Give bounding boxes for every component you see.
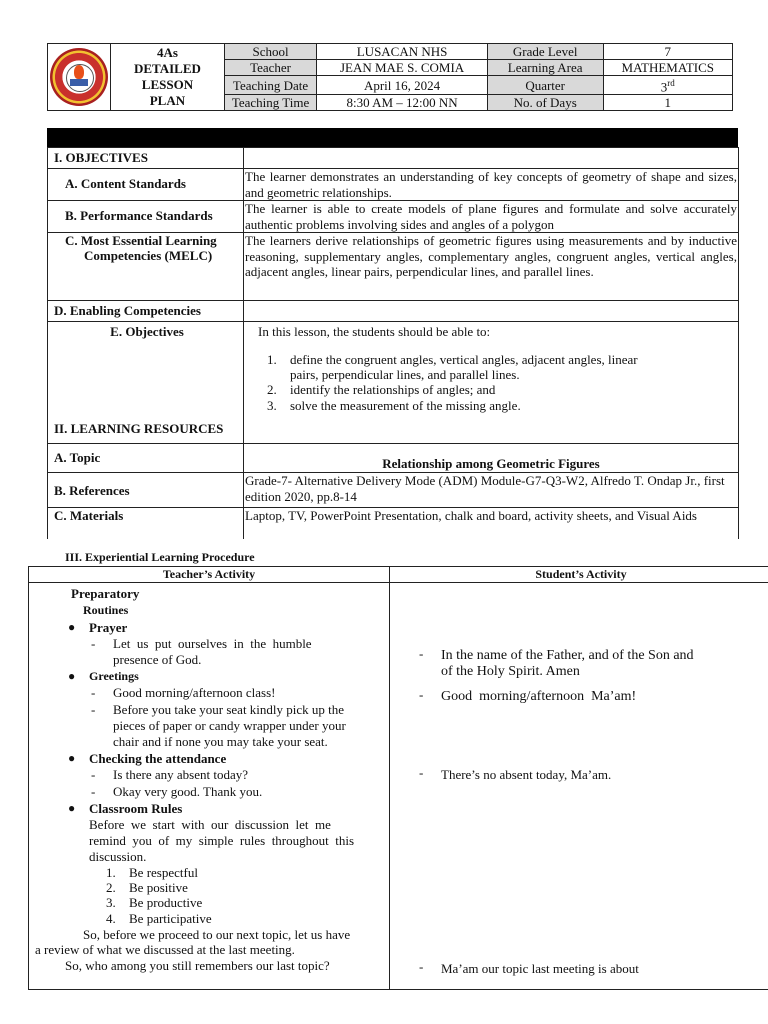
- procedure-table: [28, 566, 768, 990]
- dash-icon: -: [91, 767, 96, 782]
- content-standards-label: A. Content Standards: [48, 169, 244, 201]
- teaching-date-value: April 16, 2024: [317, 76, 487, 95]
- dash-icon: -: [91, 685, 96, 700]
- references-label: B. References: [48, 473, 244, 508]
- dash-icon: -: [419, 687, 424, 702]
- objectives-and-resources-cell: [48, 322, 244, 444]
- grade-level-label: Grade Level: [487, 44, 603, 60]
- rule-1-number: 1.: [106, 865, 116, 880]
- quarter-value: 3rd: [603, 76, 732, 95]
- attendance-line-1: Is there any absent today?: [113, 767, 249, 782]
- materials-label: C. Materials: [48, 508, 244, 539]
- grade-level-value: 7: [603, 44, 732, 60]
- bullet-icon: ●: [68, 801, 76, 815]
- dash-icon: -: [91, 636, 96, 651]
- student-activity-cell: [390, 583, 768, 990]
- melc-text: The learners derive relationships of geometric figures using measurements and by inductive reasoning, supplementary angles, complementary angles, congruent angles, vertical angles, adjacent angles, linear pairs, perpendicular lines, and parallel lines.: [244, 233, 739, 301]
- objective-1-text-cont: pairs, perpendicular lines, and parallel lines.: [290, 367, 520, 382]
- prayer-title: Prayer: [89, 620, 128, 635]
- teacher-activity-header: Teacher’s Activity: [29, 567, 390, 583]
- teaching-time-label: Teaching Time: [224, 95, 317, 111]
- rules-intro-1: Before we start with our discussion let me: [89, 817, 331, 832]
- topic-text: Relationship among Geometric Figures: [244, 444, 739, 473]
- bullet-icon: ●: [68, 620, 76, 634]
- greet-line-1: Good morning/afternoon class!: [113, 685, 276, 700]
- rule-2-text: Be positive: [129, 880, 188, 895]
- topic-label: A. Topic: [48, 444, 244, 473]
- objective-1-number: 1.: [267, 352, 277, 367]
- section-divider-bar: [47, 128, 738, 147]
- objectives-heading: I. OBJECTIVES: [48, 148, 244, 169]
- dash-icon: -: [419, 765, 424, 780]
- melc-label: C. Most Essential Learning Competencies (MELC): [48, 233, 244, 301]
- school-label: School: [224, 44, 317, 60]
- greetings-title: Greetings: [89, 669, 139, 683]
- rules-intro-3: discussion.: [89, 849, 147, 864]
- student-absent-answer: There’s no absent today, Ma’am.: [441, 767, 612, 782]
- dash-icon: -: [91, 702, 96, 717]
- objective-1-text: define the congruent angles, vertical angles, adjacent angles, linear: [290, 352, 638, 367]
- rule-1-text: Be respectful: [129, 865, 198, 880]
- teaching-date-label: Teaching Date: [224, 76, 317, 95]
- routines-heading: Routines: [83, 603, 129, 617]
- prayer-line-2: presence of God.: [113, 652, 202, 667]
- greet-line-2: Before you take your seat kindly pick up the: [113, 702, 345, 717]
- procedure-heading: III. Experiential Learning Procedure: [65, 550, 255, 564]
- student-topic-answer: Ma’am our topic last meeting is about: [441, 961, 639, 976]
- school-seal-logo: [50, 48, 108, 106]
- attendance-line-2: Okay very good. Thank you.: [113, 784, 263, 799]
- materials-text: Laptop, TV, PowerPoint Presentation, chalk and board, activity sheets, and Visual Aids: [244, 508, 739, 539]
- objective-2-text: identify the relationships of angles; and: [290, 382, 496, 397]
- objectives-list-cell: [244, 322, 739, 444]
- objective-2-number: 2.: [267, 382, 277, 397]
- learning-resources-heading: II. LEARNING RESOURCES: [54, 421, 224, 436]
- school-logo-cell: [48, 44, 111, 111]
- header-table: [47, 43, 733, 111]
- days-value: 1: [603, 95, 732, 111]
- objective-3-text: solve the measurement of the missing angle.: [290, 398, 521, 413]
- performance-standards-text: The learner is able to create models of plane figures and formulate and solve accurately authentic problems involving sides and angles of a polygon: [245, 201, 737, 232]
- objectives-table: [47, 147, 739, 539]
- content-standards-text: The learner demonstrates an understanding of key concepts of geometry of shape and sizes, and geometric relationships.: [245, 169, 737, 200]
- learning-area-value: MATHEMATICS: [603, 60, 732, 76]
- review-line-1: So, before we proceed to our next topic, let us have: [83, 927, 351, 942]
- performance-standards-label: B. Performance Standards: [48, 201, 244, 233]
- objectives-intro: In this lesson, the students should be able to:: [258, 324, 491, 339]
- rules-intro-2: remind you of my simple rules throughout this: [89, 833, 355, 848]
- greet-line-2-cont: pieces of paper or candy wrapper under your: [113, 718, 346, 733]
- dash-icon: -: [419, 959, 424, 974]
- rule-4-number: 4.: [106, 911, 116, 926]
- references-text: Grade-7- Alternative Delivery Mode (ADM) Module-G7-Q3-W2, Alfredo T. Ondap Jr., first edition 2020, pp.8-14: [244, 473, 739, 508]
- dash-icon: -: [91, 784, 96, 799]
- teaching-time-value: 8:30 AM – 12:00 NN: [317, 95, 487, 111]
- rule-2-number: 2.: [106, 880, 116, 895]
- e-objectives-label: E. Objectives: [110, 324, 184, 339]
- greet-line-2-end: chair and if none you may take your seat.: [113, 734, 328, 749]
- review-line-2: a review of what we discussed at the last meeting.: [35, 942, 295, 957]
- review-line-3: So, who among you still remembers our last topic?: [65, 958, 330, 973]
- teacher-label: Teacher: [224, 60, 317, 76]
- attendance-title: Checking the attendance: [89, 751, 227, 766]
- teacher-value: JEAN MAE S. COMIA: [317, 60, 487, 76]
- objective-3-number: 3.: [267, 398, 277, 413]
- rule-3-number: 3.: [106, 895, 116, 910]
- bullet-icon: ●: [68, 751, 76, 765]
- plan-title: 4As DETAILED LESSON PLAN: [111, 44, 225, 111]
- student-prayer-line-2: of the Holy Spirit. Amen: [441, 664, 580, 679]
- quarter-label: Quarter: [487, 76, 603, 95]
- prayer-line-1: Let us put ourselves in the humble: [113, 636, 312, 651]
- rule-4-text: Be participative: [129, 911, 212, 926]
- dash-icon: -: [419, 646, 424, 661]
- enabling-competencies-label: D. Enabling Competencies: [48, 301, 244, 322]
- rule-3-text: Be productive: [129, 895, 203, 910]
- student-prayer-line-1: In the name of the Father, and of the Son and: [441, 648, 694, 663]
- bullet-icon: ●: [68, 669, 76, 683]
- days-label: No. of Days: [487, 95, 603, 111]
- teacher-activity-cell: [29, 583, 390, 990]
- school-value: LUSACAN NHS: [317, 44, 487, 60]
- student-greeting: Good morning/afternoon Ma’am!: [441, 689, 637, 704]
- classroom-rules-title: Classroom Rules: [89, 801, 183, 816]
- preparatory-heading: Preparatory: [71, 586, 140, 601]
- student-activity-header: Student’s Activity: [390, 567, 768, 583]
- learning-area-label: Learning Area: [487, 60, 603, 76]
